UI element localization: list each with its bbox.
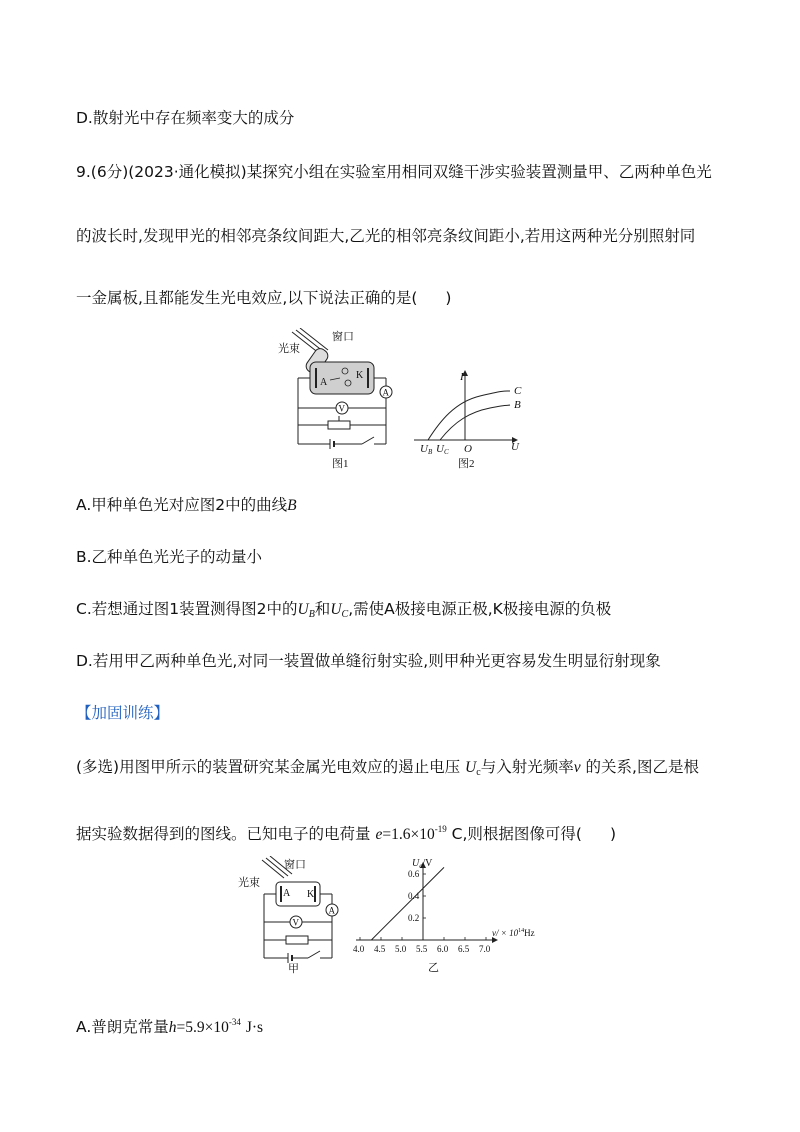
reinforce-option-a-h: h <box>168 1019 177 1036</box>
fig2-label-b: B <box>514 399 521 411</box>
chart-y-tick-label: 0.4 <box>408 891 420 901</box>
chart-x-tick-label: 7.0 <box>479 944 491 954</box>
q9-option-c-post: ,需使A极接电源正极,K极接电源的负极 <box>348 600 612 618</box>
chart-x-tick-label: 5.5 <box>416 944 428 954</box>
fig1-anode-label: A <box>320 377 328 388</box>
chart-x-tick-label: 4.0 <box>353 944 365 954</box>
q8-option-d: D.散射光中存在频率变大的成分 <box>76 109 295 127</box>
fig-jia-beam-label: 光束 <box>238 877 260 889</box>
q9-option-d: D.若用甲乙两种单色光,对同一装置做单缝衍射实验,则甲种光更容易发生明显衍射现象 <box>76 652 661 670</box>
reinforce-stem-nu: ν <box>573 759 581 776</box>
chart-x-tick-label: 6.0 <box>437 944 449 954</box>
fig1-switch <box>362 437 374 444</box>
reinforce-option-a-unit: J·s <box>245 1019 264 1036</box>
chart-axes <box>356 862 498 943</box>
reinforce-stem-uc-sub: c <box>476 767 481 778</box>
reinforce-stem-2b: C,则根据图像可得( <box>451 825 582 843</box>
reinforce-stem-e: e <box>375 826 383 843</box>
q9-figure-1 <box>270 328 410 476</box>
reinforce-stem-charge-exp: -19 <box>434 824 447 834</box>
fig2-tick-ub: UB <box>420 443 433 456</box>
reinforce-option-a-pre: A.普朗克常量 <box>76 1018 169 1036</box>
q9-stem-line-3-text: 一金属板,且都能发生光电效应,以下说法正确的是( <box>76 289 418 307</box>
q9-option-c-pre: C.若想通过图1装置测得图2中的 <box>76 600 298 618</box>
chart-x-tick-label: 4.5 <box>374 944 386 954</box>
fig-jia-window-label: 窗口 <box>284 859 306 871</box>
reinforce-stem-line-2 <box>76 819 616 845</box>
fig-jia-switch <box>308 951 320 958</box>
chart-x-tick-label: 6.5 <box>458 944 470 954</box>
q9-option-b: B.乙种单色光光子的动量小 <box>76 548 263 566</box>
q9-option-c <box>76 599 611 625</box>
reinforce-stem-line-1 <box>76 757 699 783</box>
fig2-axis-i: I <box>460 371 464 383</box>
fig2-label-c: C <box>514 385 522 397</box>
q9-figure-2 <box>410 366 535 476</box>
fig2-tick-uc: UC <box>436 443 449 456</box>
fig-jia-ammeter-label: A <box>328 905 335 916</box>
section-title-reinforcement: 【加固训练】 <box>76 704 170 722</box>
reinforce-option-a <box>76 1012 263 1038</box>
fig1-cathode-label: K <box>356 370 364 381</box>
fig2-axis-u: U <box>511 441 519 453</box>
reinforce-chart-yi <box>350 858 540 978</box>
chart-y-tick-label: 0.6 <box>408 869 420 879</box>
chart-x-tick-label: 5.0 <box>395 944 407 954</box>
reinforce-stem-2a: 据实验数据得到的图线。已知电子的电荷量 <box>76 825 371 843</box>
q9-option-c-u1: U <box>297 601 309 618</box>
q9-option-c-and: 和 <box>314 600 331 618</box>
q9-option-c-u2: U <box>330 601 342 618</box>
fig-jia-caption: 甲 <box>288 963 299 974</box>
q9-option-a-text: A.甲种单色光对应图2中的曲线 <box>76 496 288 514</box>
q9-stem-line-3 <box>76 288 451 308</box>
reinforce-stem-paren-close: ) <box>609 825 617 843</box>
fig2-curve-b <box>440 405 510 440</box>
fig1-caption: 图1 <box>332 458 349 470</box>
fig-jia-voltmeter-label: V <box>292 917 299 928</box>
q9-option-a <box>76 495 297 516</box>
fig-jia-cathode-label: K <box>307 889 315 900</box>
fig-jia-rheostat <box>286 936 308 944</box>
q9-option-c-u1-sub: B <box>308 609 315 620</box>
q9-option-c-u2-sub: C <box>341 609 349 620</box>
fig-jia-anode-label: A <box>283 888 291 899</box>
fig2-caption: 图2 <box>458 458 475 470</box>
fig2-origin: O <box>464 443 472 455</box>
chart-caption: 乙 <box>428 962 439 974</box>
reinforce-figure-jia <box>236 856 346 974</box>
reinforce-stem-1c: 的关系,图乙是根 <box>585 758 699 776</box>
fig1-beam-label: 光束 <box>278 343 300 355</box>
fig1-ammeter-label: A <box>382 387 389 398</box>
fig1-window-label: 窗口 <box>332 331 354 343</box>
reinforce-option-a-val: =5.9×10 <box>176 1019 229 1036</box>
q9-stem-line-1: 9.(6分)(2023·通化模拟)某探究小组在实验室用相同双缝干涉实验装置测量甲、乙两种单色光 <box>76 163 712 181</box>
chart-x-axis-label: $\nu/ \times 10^{14}Hz$ <box>492 928 535 938</box>
reinforce-stem-charge: =1.6×10 <box>382 826 435 843</box>
reinforce-stem-1b: 与入射光频率 <box>480 758 574 776</box>
chart-y-tick-label: 0.2 <box>408 913 420 923</box>
reinforce-stem-uc: U <box>465 759 477 776</box>
reinforce-stem-1a: (多选)用图甲所示的装置研究某金属光电效应的遏止电压 <box>76 758 461 776</box>
q9-option-a-var: B <box>287 497 297 514</box>
fig1-rheostat <box>328 421 350 429</box>
q9-stem-line-2: 的波长时,发现甲光的相邻亮条纹间距大,乙光的相邻亮条纹间距小,若用这两种光分别照射同 <box>76 227 696 245</box>
reinforce-option-a-exp: -34 <box>228 1017 241 1027</box>
chart-ticks <box>353 869 491 954</box>
q9-stem-paren-close: ) <box>445 289 452 307</box>
fig1-voltmeter-label: V <box>338 403 345 414</box>
chart-y-axis-label: $U_c/V$ <box>412 858 433 870</box>
